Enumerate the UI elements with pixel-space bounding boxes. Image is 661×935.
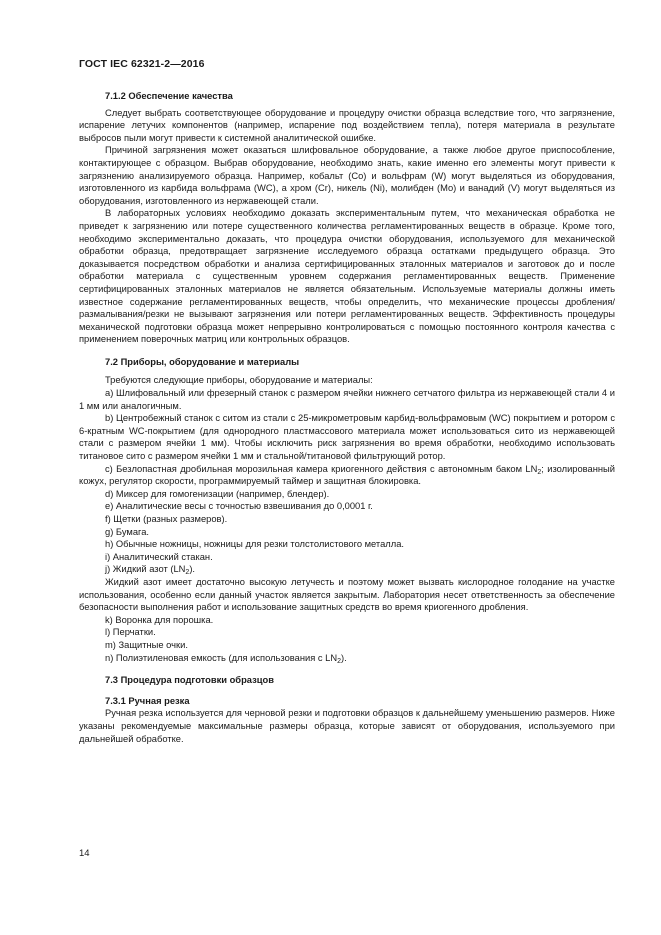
list-item-c-text: с) Безлопастная дробильная морозильная камера криогенного действия с автономным баком LN [105, 463, 538, 474]
paragraph: Причиной загрязнения может оказаться шлифовальное оборудование, а также любое другое приспособление, контактирующее с образцом. Выбрав оборудование, необходимо знать, какие именно его элементы могут привести к загрязнению анализируемого образца. Например, кобальт (Co) и вольфрам (W) могут выделяться из оборудования, изготовленного из карбида вольфрама (WC), а хром (Cr), никель (Ni), молибден (Mo) и ванадий (V) могут выделяться из оборудования, изготовленного из нержавеющей стали. [79, 145, 615, 206]
paragraph: Следует выбрать соответствующее оборудование и процедуру очистки образца вследствие того, что загрязнение, испарение летучих компонентов (например, испарение под воздействием тепла), потеря материала в результате выбросов пыли могут привести к системной аналитической ошибке. [79, 107, 615, 143]
list-item-m: m) Защитные очки. [105, 639, 188, 650]
list-item-j-text-end: ). [189, 564, 196, 575]
list-item-n-text: n) Полиэтиленовая емкость (для использования с LN [105, 652, 338, 663]
list-item-f: f) Щетки (разных размеров). [105, 514, 228, 524]
section-heading-7-1-2: 7.1.2 Обеспечение качества [105, 91, 233, 101]
page-number: 14 [79, 848, 90, 859]
paragraph: В лабораторных условиях необходимо доказать экспериментальным путем, что механическая обработка не приведет к загрязнению или потере существенного количества регламентированных веществ в образце. Кроме того, необходимо экспериментально доказать, что процедура очистки оборудования, используемого для механической обработки образца, предотвращает загрязнение исследуемого образца остатками предыдущего образца. Это доказывается посредством обработки и анализа сертифицированных эталонных материалов и заготовок до и после обработки материала с существенным уровнем содержания регламентированных веществ. Применение сертифицированных эталонных материалов не является обязательным. Используемые материалы должны иметь известное содержание регламентированных веществ, чтобы определить, что механические процессы дробления/размалывания/резки не вызывают загрязнения или потери регламентированных веществ. Эффективность процедуры механической подготовки образца может непрерывно контролироваться с помощью постоянного контроля качества с применением поверочных матриц или контрольных образцов. [79, 208, 615, 345]
subscript: 2 [337, 657, 342, 665]
list-item-c-text-end: ; изолированный кожух, регулятор скорости, программируемый таймер и защитная блокировка. [79, 463, 615, 487]
list-item-b: b) Центробежный станок с ситом из стали с 25-микрометровым карбид-вольфрамовым (WC) покрытием и ротором с 6-кратным WC-покрытием (для однородного пластмассового материала может использоваться сито из нержавеющей стали с размером ячейки 1 мм). Чтобы исключить риск загрязнения во время обработки, необходимо использовать титановое сито с размером ячейки 1 мм и стальной/титановой фильтрующий ротор. [79, 413, 615, 462]
section-heading-7-3-1: 7.3.1 Ручная резка [105, 695, 190, 706]
section-heading-7-3: 7.3 Процедура подготовки образцов [105, 675, 274, 686]
subscript: 2 [537, 468, 542, 476]
list-item-h: h) Обычные ножницы, ножницы для резки толстолистового металла. [105, 539, 404, 550]
list-item-n [79, 652, 615, 665]
list-item-c [79, 463, 615, 488]
list-intro: Требуются следующие приборы, оборудование и материалы: [105, 375, 373, 386]
list-item-k: k) Воронка для порошка. [105, 614, 214, 625]
section-heading-7-2: 7.2 Приборы, оборудование и материалы [105, 356, 300, 367]
paragraph: Ручная резка используется для черновой резки и подготовки образцов к дальнейшему уменьшению размеров. Ниже указаны рекомендуемые максимальные размеры образца, которые зависят от оборудования, используемого при дальнейшей обработке. [79, 708, 615, 744]
list-item-i: i) Аналитический стакан. [105, 551, 213, 562]
list-item-n-text-end: ). [341, 652, 347, 663]
list-item-d: d) Миксер для гомогенизации (например, блендер). [105, 488, 330, 499]
list-item-j [79, 563, 615, 576]
list-item-e: е) Аналитические весы с точностью взвешивания до 0,0001 г. [105, 501, 373, 512]
page-body [79, 90, 615, 745]
list-item-j-text: j) Жидкий азот (LN [105, 564, 186, 575]
document-header: ГОСТ IEC 62321-2—2016 [79, 58, 205, 70]
list-item-g: g) Бумага. [105, 526, 150, 537]
subscript: 2 [185, 569, 190, 577]
list-item-a: а) Шлифовальный или фрезерный станок с размером ячейки нижнего сетчатого фильтра из нержавеющей стали 4 и 1 мм или аналогичным. [79, 388, 615, 411]
safety-note: Жидкий азот имеет достаточно высокую летучесть и поэтому может вызвать кислородное голодание на участке использования, особенно если данный участок является закрытым. Лаборатория несет ответственность за обеспечение безопасности выполнения работ и использование защитных средств во время криогенного дробления. [79, 576, 615, 613]
list-item-l: l) Перчатки. [105, 627, 156, 638]
